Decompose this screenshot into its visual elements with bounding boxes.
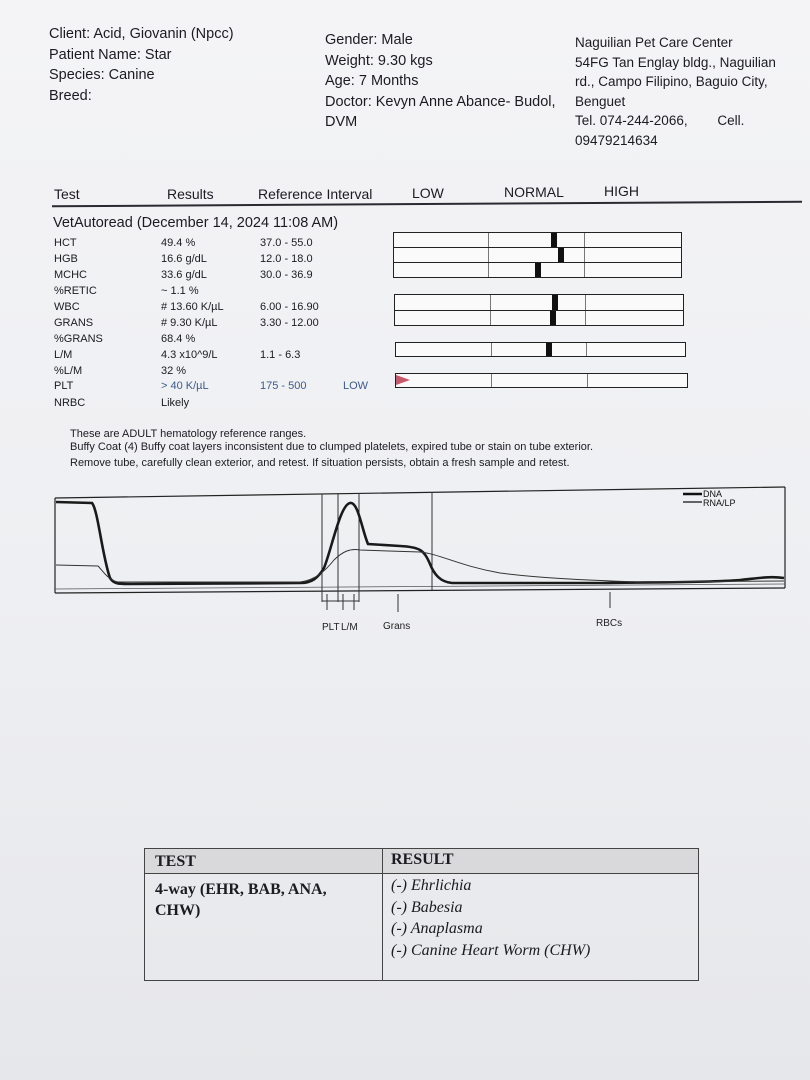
clinic-address-2: rd., Campo Filipino, Baguio City, xyxy=(575,74,768,89)
col-test: Test xyxy=(54,186,80,202)
range-tick xyxy=(488,233,489,247)
range-tick xyxy=(490,311,491,325)
test-reference: 30.0 - 36.9 xyxy=(260,269,313,281)
result-babesia: (-) Babesia xyxy=(391,898,463,916)
test-name: L/M xyxy=(54,349,73,361)
range-tick xyxy=(491,343,492,356)
test-reference: 37.0 - 55.0 xyxy=(260,237,313,249)
test-name: MCHC xyxy=(54,269,87,281)
patient-details xyxy=(325,30,556,133)
patient-name-line: Patient Name: Star xyxy=(49,46,172,63)
buffy-coat-graph xyxy=(0,470,810,640)
test-reference: 6.00 - 16.90 xyxy=(260,301,319,313)
test-reference: 1.1 - 6.3 xyxy=(260,349,301,361)
col-results: Results xyxy=(167,186,214,202)
result-anaplasma: (-) Anaplasma xyxy=(391,920,483,937)
legend-rna-lp: RNA/LP xyxy=(703,498,736,508)
test-reference: 175 - 500 xyxy=(260,380,307,392)
legend-dna: DNA xyxy=(703,489,723,499)
head-test: TEST xyxy=(155,853,196,870)
run-title: VetAutoread (December 14, 2024 11:08 AM) xyxy=(53,215,339,231)
col-high: HIGH xyxy=(604,183,639,199)
result-ehrlichia: (-) Ehrlichia xyxy=(391,877,472,894)
axis-label-grans: Grans xyxy=(383,621,411,632)
low-marker-icon xyxy=(396,375,410,385)
test-name: NRBC xyxy=(54,397,86,409)
graph-frame xyxy=(55,487,785,593)
test-reference: 12.0 - 18.0 xyxy=(260,253,313,265)
retest-note: Remove tube, carefully clean exterior, and retest. If situation persists, obtain a fresh sample and retest. xyxy=(70,457,570,469)
range-bar-hct xyxy=(393,232,682,248)
range-tick xyxy=(587,374,588,387)
doctor-line: Doctor: Kevyn Anne Abance- Budol, xyxy=(325,93,556,110)
test-name: HGB xyxy=(54,253,78,265)
range-tick xyxy=(490,295,491,310)
range-bar-mchc xyxy=(393,262,682,278)
weight-line: Weight: 9.30 kgs xyxy=(325,52,433,69)
range-tick xyxy=(586,343,587,356)
age-line: Age: 7 Months xyxy=(325,73,419,89)
clinic-address-3: Benguet xyxy=(575,93,626,109)
value-marker xyxy=(558,248,564,262)
test-name: %GRANS xyxy=(54,333,103,345)
dna-trace xyxy=(56,502,784,584)
reference-note: These are ADULT hematology reference ranges. xyxy=(70,428,307,440)
clinic-address-1: 54FG Tan Englay bldg., Naguilian xyxy=(575,54,776,70)
range-tick xyxy=(585,295,586,310)
range-bar-grans xyxy=(394,310,684,326)
range-bar-wbc xyxy=(394,294,684,311)
value-marker xyxy=(535,263,541,277)
test-result: 32 % xyxy=(161,365,187,377)
test-result: ~ 1.1 % xyxy=(161,285,199,297)
range-tick xyxy=(584,248,585,262)
range-bar-plt xyxy=(395,373,688,388)
range-tick xyxy=(488,248,489,262)
band-lines xyxy=(322,492,610,612)
test-name: HCT xyxy=(54,237,77,249)
test-name: %RETIC xyxy=(54,285,97,297)
axis-label-lm: L/M xyxy=(341,622,358,633)
test-result: # 13.60 K/µL xyxy=(161,301,224,313)
head-result: RESULT xyxy=(391,851,454,868)
col-reference: Reference Interval xyxy=(258,186,373,202)
clinic-tel: Tel. 074-244-2066, xyxy=(575,113,688,128)
gender-line: Gender: Male xyxy=(325,32,413,48)
clinic-cell-number: 09479214634 xyxy=(575,132,658,148)
test-name-line: CHW) xyxy=(155,902,201,919)
graph-legend xyxy=(683,489,736,508)
species-line: Species: Canine xyxy=(49,67,155,83)
test-name: %L/M xyxy=(54,365,83,377)
clinic-info xyxy=(575,33,776,150)
client-line: Client: Acid, Giovanin (Npcc) xyxy=(49,26,234,42)
test-name-cell xyxy=(155,879,327,921)
test-name-line: 4-way (EHR, BAB, ANA, xyxy=(155,881,327,898)
axis-label-plt: PLT xyxy=(322,622,340,633)
range-tick xyxy=(488,263,489,277)
test-result: 33.6 g/dL xyxy=(161,269,207,281)
test-result: 68.4 % xyxy=(161,333,196,345)
value-marker xyxy=(551,233,557,247)
header-rule xyxy=(52,201,802,207)
four-way-table xyxy=(144,848,699,981)
test-name: PLT xyxy=(54,380,74,392)
range-tick xyxy=(584,263,585,277)
range-tick xyxy=(491,374,492,387)
range-tick xyxy=(585,311,586,325)
test-result: Likely xyxy=(161,397,190,409)
test-name: GRANS xyxy=(54,317,94,329)
patient-info xyxy=(49,24,234,106)
result-cell xyxy=(391,875,590,961)
result-heartworm: (-) Canine Heart Worm (CHW) xyxy=(391,941,591,959)
col-normal: NORMAL xyxy=(504,184,564,200)
range-bar-hgb xyxy=(393,247,682,263)
range-tick xyxy=(584,233,585,247)
test-result: 49.4 % xyxy=(161,237,196,249)
buffy-coat-note: Buffy Coat (4) Buffy coat layers inconsistent due to clumped platelets, expired tube or stain on tube exterior. xyxy=(70,441,593,453)
test-result: 4.3 x10^9/L xyxy=(161,349,218,361)
value-marker xyxy=(550,311,556,325)
table-divider xyxy=(382,849,383,980)
col-low: LOW xyxy=(412,185,444,201)
rna-lp-trace xyxy=(56,549,784,582)
test-reference: 3.30 - 12.00 xyxy=(260,317,319,329)
test-result: # 9.30 K/µL xyxy=(161,317,218,329)
doctor-title-line: DVM xyxy=(325,114,358,130)
value-marker xyxy=(552,295,558,310)
value-marker xyxy=(546,343,552,356)
test-flag: LOW xyxy=(343,380,369,392)
breed-line: Breed: xyxy=(49,87,92,104)
clinic-cell-label: Cell. xyxy=(717,113,745,128)
axis-label-rbcs: RBCs xyxy=(596,618,623,629)
test-result: > 40 K/µL xyxy=(161,380,209,392)
clinic-phone xyxy=(575,111,776,131)
test-result: 16.6 g/dL xyxy=(161,253,207,265)
clinic-name: Naguilian Pet Care Center xyxy=(575,35,733,50)
range-bar-lm xyxy=(395,342,686,357)
test-name: WBC xyxy=(54,301,80,313)
